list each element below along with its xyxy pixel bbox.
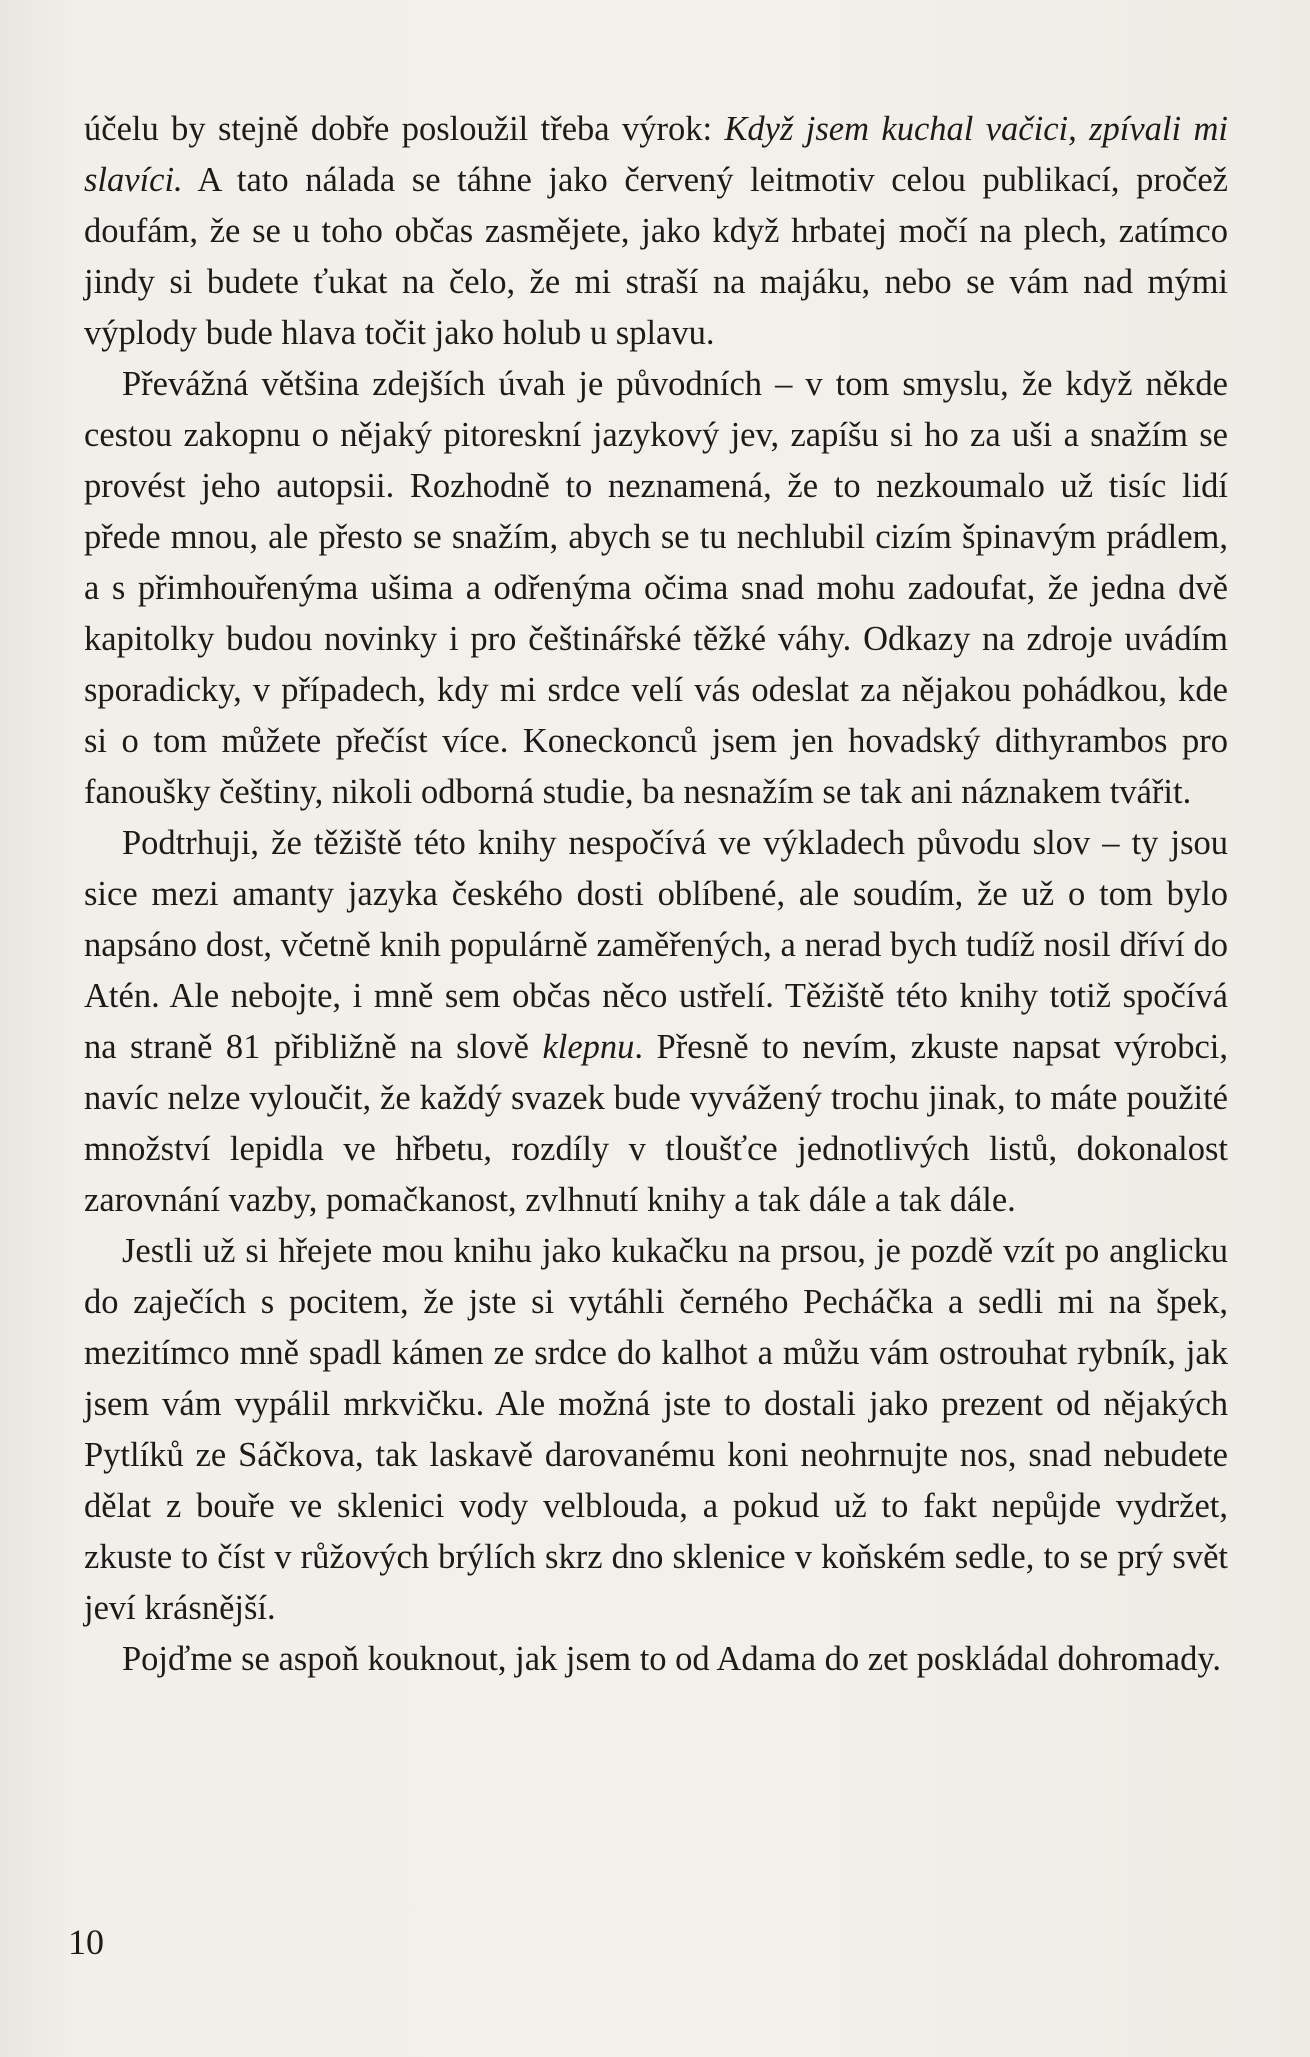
- paragraph-1: [84, 104, 1228, 359]
- paragraph-1-segment-1: účelu by stejně dobře posloužil třeba výrok:: [84, 110, 725, 148]
- paragraph-1-segment-3: A tato nálada se táhne jako červený leitmotiv celou publikací, pročež doufám, že se u toho občas zasmějete, jako když hrbatej močí na plech, zatímco jindy si budete ťukat na čelo, že mi straší na majáku, nebo se vám nad mými výplody bude hlava točit jako holub u splavu.: [84, 161, 1228, 352]
- paragraph-1-quote-italic: Když jsem kuchal vačici, zpívali mi slavíci.: [84, 110, 1228, 199]
- paragraph-3-segment-3: . Přesně to nevím, zkuste napsat výrobci, navíc nelze vyloučit, že každý svazek bude vyvážený trochu jinak, to máte použité množství lepidla ve hřbetu, rozdíly v tloušťce jednotlivých listů, dokonalost zarovnání vazby, pomačkanost, zvlhnutí knihy a tak dále a tak dále.: [84, 1028, 1228, 1219]
- paragraph-4: [84, 1226, 1228, 1634]
- paragraph-5: [84, 1634, 1228, 1685]
- paragraph-3-segment-1: Podtrhuji, že těžiště této knihy nespočívá ve výkladech původu slov – ty jsou sice mezi amanty jazyka českého dosti oblíbené, ale soudím, že už o tom bylo napsáno dost, včetně knih populárně zaměřených, a nerad bych tudíž nosil dříví do Atén. Ale nebojte, i mně sem občas něco ustřelí. Těžiště této knihy totiž spočívá na straně 81 přibližně na slově: [84, 824, 1228, 1066]
- paragraph-5-segment-1: Pojďme se aspoň kouknout, jak jsem to od Adama do zet poskládal dohromady.: [122, 1640, 1221, 1678]
- page-number: 10: [68, 1922, 104, 1962]
- body-text: [84, 104, 1228, 1685]
- paragraph-3: [84, 818, 1228, 1226]
- paragraph-2-segment-1: Převážná většina zdejších úvah je původních – v tom smyslu, že když někde cestou zakopnu o nějaký pitoreskní jazykový jev, zapíšu si ho za uši a snažím se provést jeho autopsii. Rozhodně to neznamená, že to nezkoumalo už tisíc lidí přede mnou, ale přesto se snažím, abych se tu nechlubil cizím špinavým prádlem, a s přimhouřenýma ušima a odřenýma očima snad mohu zadoufat, že jedna dvě kapitolky budou novinky i pro češtinářské těžké váhy. Odkazy na zdroje uvádím sporadicky, v případech, kdy mi srdce velí vás odeslat za nějakou pohádkou, kde si o tom můžete přečíst více. Koneckonců jsem jen hovadský dithyrambos pro fanoušky češtiny, nikoli odborná studie, ba nesnažím se tak ani náznakem tvářit.: [84, 365, 1228, 811]
- paragraph-3-italic-word: klepnu: [542, 1028, 635, 1066]
- paragraph-4-segment-1: Jestli už si hřejete mou knihu jako kukačku na prsou, je pozdě vzít po anglicku do zaječích s pocitem, že jste si vytáhli černého Pecháčka a sedli mi na špek, mezitímco mně spadl kámen ze srdce do kalhot a můžu vám ostrouhat rybník, jak jsem vám vypálil mrkvičku. Ale možná jste to dostali jako prezent od nějakých Pytlíků ze Sáčkova, tak laskavě darovanému koni neohrnujte nos, snad nebudete dělat z bouře ve sklenici vody velblouda, a pokud už to fakt nepůjde vydržet, zkuste to číst v růžových brýlích skrz dno sklenice v koňském sedle, to se prý svět jeví krásnější.: [84, 1232, 1228, 1627]
- paragraph-2: [84, 359, 1228, 818]
